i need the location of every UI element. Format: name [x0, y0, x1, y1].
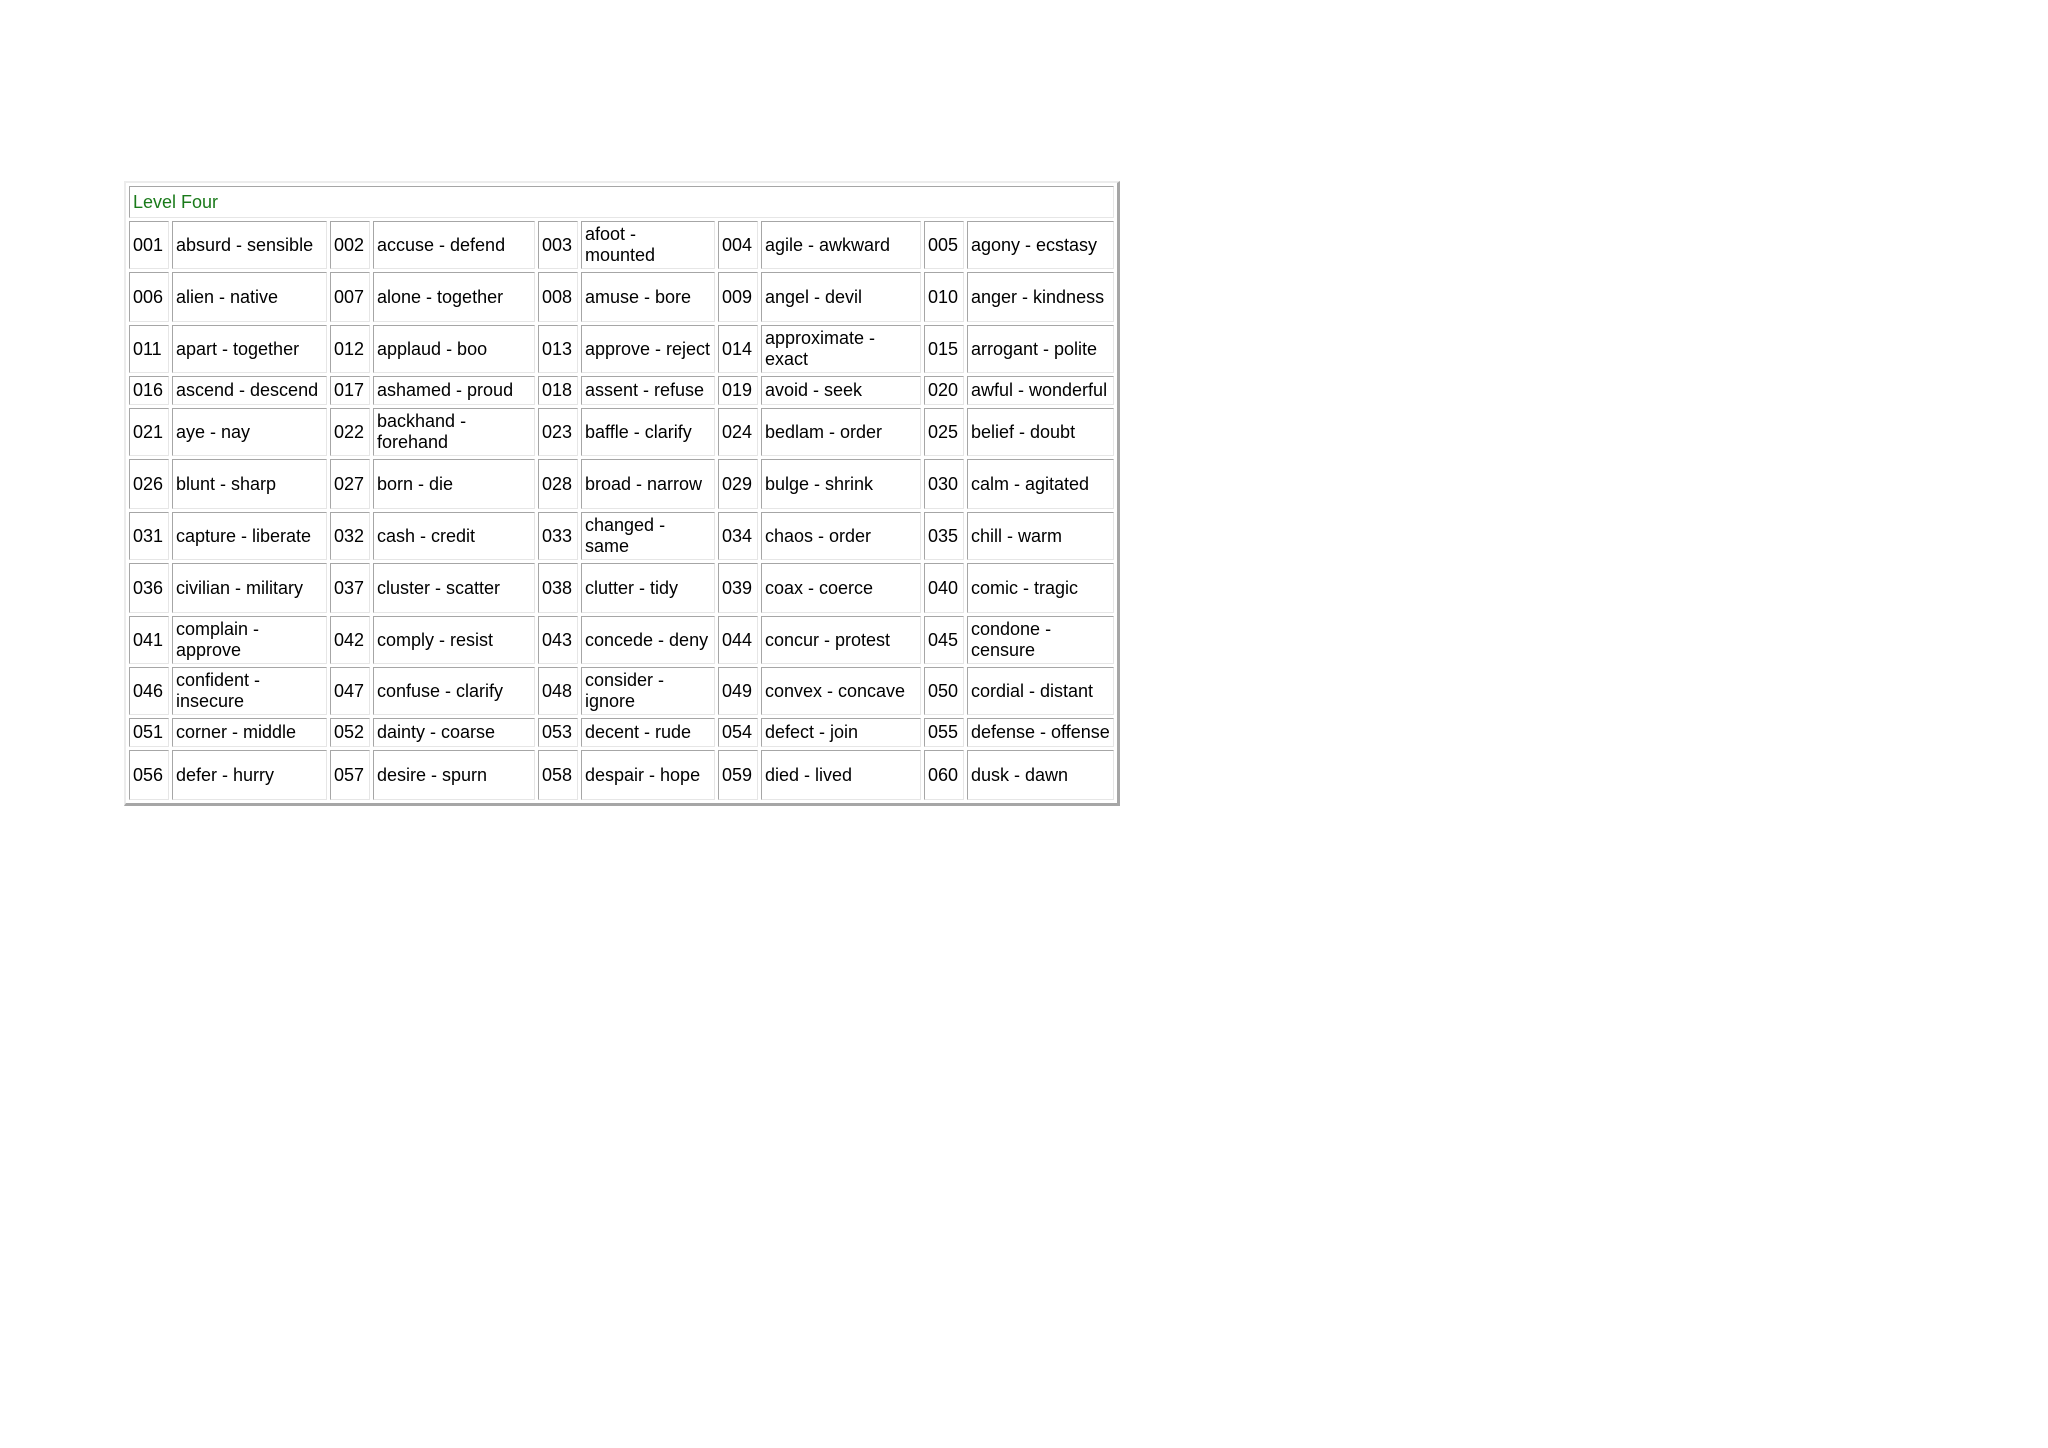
antonym-pair: defense - offense [967, 718, 1114, 747]
antonym-pair: avoid - seek [761, 376, 921, 405]
entry-number: 032 [330, 512, 370, 560]
antonym-pair: angel - devil [761, 272, 921, 322]
antonym-pair: decent - rude [581, 718, 715, 747]
entry-number: 044 [718, 616, 758, 664]
antonym-table [124, 181, 1120, 806]
antonym-pair: condone - censure [967, 616, 1114, 664]
entry-number: 008 [538, 272, 578, 322]
antonym-pair: cluster - scatter [373, 563, 535, 613]
antonym-pair: aye - nay [172, 408, 327, 456]
entry-number: 010 [924, 272, 964, 322]
antonym-pair: approximate - exact [761, 325, 921, 373]
entry-number: 055 [924, 718, 964, 747]
antonym-pair: cordial - distant [967, 667, 1114, 715]
antonym-pair: despair - hope [581, 750, 715, 800]
antonym-pair: chill - warm [967, 512, 1114, 560]
entry-number: 041 [129, 616, 169, 664]
antonym-pair: assent - refuse [581, 376, 715, 405]
antonym-pair: corner - middle [172, 718, 327, 747]
entry-number: 006 [129, 272, 169, 322]
antonym-pair: ashamed - proud [373, 376, 535, 405]
entry-number: 052 [330, 718, 370, 747]
antonym-pair: convex - concave [761, 667, 921, 715]
table-row [129, 376, 1114, 405]
antonym-pair: approve - reject [581, 325, 715, 373]
antonym-pair: coax - coerce [761, 563, 921, 613]
antonym-table-container [124, 181, 1115, 806]
antonym-pair: broad - narrow [581, 459, 715, 509]
entry-number: 037 [330, 563, 370, 613]
antonym-pair: blunt - sharp [172, 459, 327, 509]
entry-number: 025 [924, 408, 964, 456]
antonym-pair: anger - kindness [967, 272, 1114, 322]
antonym-pair: consider - ignore [581, 667, 715, 715]
entry-number: 014 [718, 325, 758, 373]
table-row [129, 325, 1114, 373]
antonym-pair: defect - join [761, 718, 921, 747]
entry-number: 012 [330, 325, 370, 373]
table-row [129, 616, 1114, 664]
antonym-pair: cash - credit [373, 512, 535, 560]
antonym-pair: afoot - mounted [581, 221, 715, 269]
entry-number: 017 [330, 376, 370, 405]
table-row [129, 221, 1114, 269]
entry-number: 047 [330, 667, 370, 715]
entry-number: 023 [538, 408, 578, 456]
entry-number: 004 [718, 221, 758, 269]
antonym-pair: comply - resist [373, 616, 535, 664]
antonym-pair: changed - same [581, 512, 715, 560]
entry-number: 021 [129, 408, 169, 456]
entry-number: 002 [330, 221, 370, 269]
antonym-pair: bulge - shrink [761, 459, 921, 509]
antonym-pair: applaud - boo [373, 325, 535, 373]
antonym-pair: awful - wonderful [967, 376, 1114, 405]
antonym-pair: backhand - forehand [373, 408, 535, 456]
entry-number: 059 [718, 750, 758, 800]
entry-number: 053 [538, 718, 578, 747]
entry-number: 029 [718, 459, 758, 509]
entry-number: 031 [129, 512, 169, 560]
antonym-pair: concur - protest [761, 616, 921, 664]
entry-number: 022 [330, 408, 370, 456]
entry-number: 003 [538, 221, 578, 269]
antonym-pair: comic - tragic [967, 563, 1114, 613]
entry-number: 033 [538, 512, 578, 560]
antonym-pair: clutter - tidy [581, 563, 715, 613]
table-row [129, 272, 1114, 322]
antonym-pair: confuse - clarify [373, 667, 535, 715]
entry-number: 054 [718, 718, 758, 747]
entry-number: 007 [330, 272, 370, 322]
antonym-pair: amuse - bore [581, 272, 715, 322]
entry-number: 050 [924, 667, 964, 715]
table-row [129, 563, 1114, 613]
entry-number: 036 [129, 563, 169, 613]
entry-number: 011 [129, 325, 169, 373]
antonym-pair: absurd - sensible [172, 221, 327, 269]
entry-number: 030 [924, 459, 964, 509]
table-row [129, 408, 1114, 456]
entry-number: 019 [718, 376, 758, 405]
antonym-pair: dusk - dawn [967, 750, 1114, 800]
table-body [129, 186, 1114, 800]
entry-number: 016 [129, 376, 169, 405]
antonym-pair: apart - together [172, 325, 327, 373]
antonym-pair: bedlam - order [761, 408, 921, 456]
entry-number: 040 [924, 563, 964, 613]
antonym-pair: chaos - order [761, 512, 921, 560]
entry-number: 060 [924, 750, 964, 800]
entry-number: 027 [330, 459, 370, 509]
entry-number: 028 [538, 459, 578, 509]
entry-number: 048 [538, 667, 578, 715]
antonym-pair: civilian - military [172, 563, 327, 613]
entry-number: 058 [538, 750, 578, 800]
antonym-pair: arrogant - polite [967, 325, 1114, 373]
antonym-pair: alien - native [172, 272, 327, 322]
entry-number: 051 [129, 718, 169, 747]
antonym-pair: dainty - coarse [373, 718, 535, 747]
antonym-pair: agile - awkward [761, 221, 921, 269]
title-row [129, 186, 1114, 218]
entry-number: 039 [718, 563, 758, 613]
entry-number: 035 [924, 512, 964, 560]
entry-number: 045 [924, 616, 964, 664]
table-row [129, 512, 1114, 560]
antonym-pair: desire - spurn [373, 750, 535, 800]
antonym-pair: concede - deny [581, 616, 715, 664]
entry-number: 005 [924, 221, 964, 269]
entry-number: 046 [129, 667, 169, 715]
antonym-pair: died - lived [761, 750, 921, 800]
table-row [129, 459, 1114, 509]
antonym-pair: calm - agitated [967, 459, 1114, 509]
antonym-pair: capture - liberate [172, 512, 327, 560]
entry-number: 001 [129, 221, 169, 269]
antonym-pair: ascend - descend [172, 376, 327, 405]
antonym-pair: belief - doubt [967, 408, 1114, 456]
antonym-pair: baffle - clarify [581, 408, 715, 456]
entry-number: 020 [924, 376, 964, 405]
antonym-pair: alone - together [373, 272, 535, 322]
antonym-pair: confident - insecure [172, 667, 327, 715]
entry-number: 038 [538, 563, 578, 613]
antonym-pair: agony - ecstasy [967, 221, 1114, 269]
entry-number: 009 [718, 272, 758, 322]
antonym-pair: complain - approve [172, 616, 327, 664]
entry-number: 034 [718, 512, 758, 560]
table-row [129, 750, 1114, 800]
table-row [129, 718, 1114, 747]
entry-number: 043 [538, 616, 578, 664]
entry-number: 026 [129, 459, 169, 509]
entry-number: 057 [330, 750, 370, 800]
antonym-pair: defer - hurry [172, 750, 327, 800]
entry-number: 013 [538, 325, 578, 373]
antonym-pair: accuse - defend [373, 221, 535, 269]
entry-number: 024 [718, 408, 758, 456]
entry-number: 056 [129, 750, 169, 800]
table-title: Level Four [129, 186, 1114, 218]
entry-number: 015 [924, 325, 964, 373]
entry-number: 049 [718, 667, 758, 715]
antonym-pair: born - die [373, 459, 535, 509]
entry-number: 042 [330, 616, 370, 664]
entry-number: 018 [538, 376, 578, 405]
table-row [129, 667, 1114, 715]
